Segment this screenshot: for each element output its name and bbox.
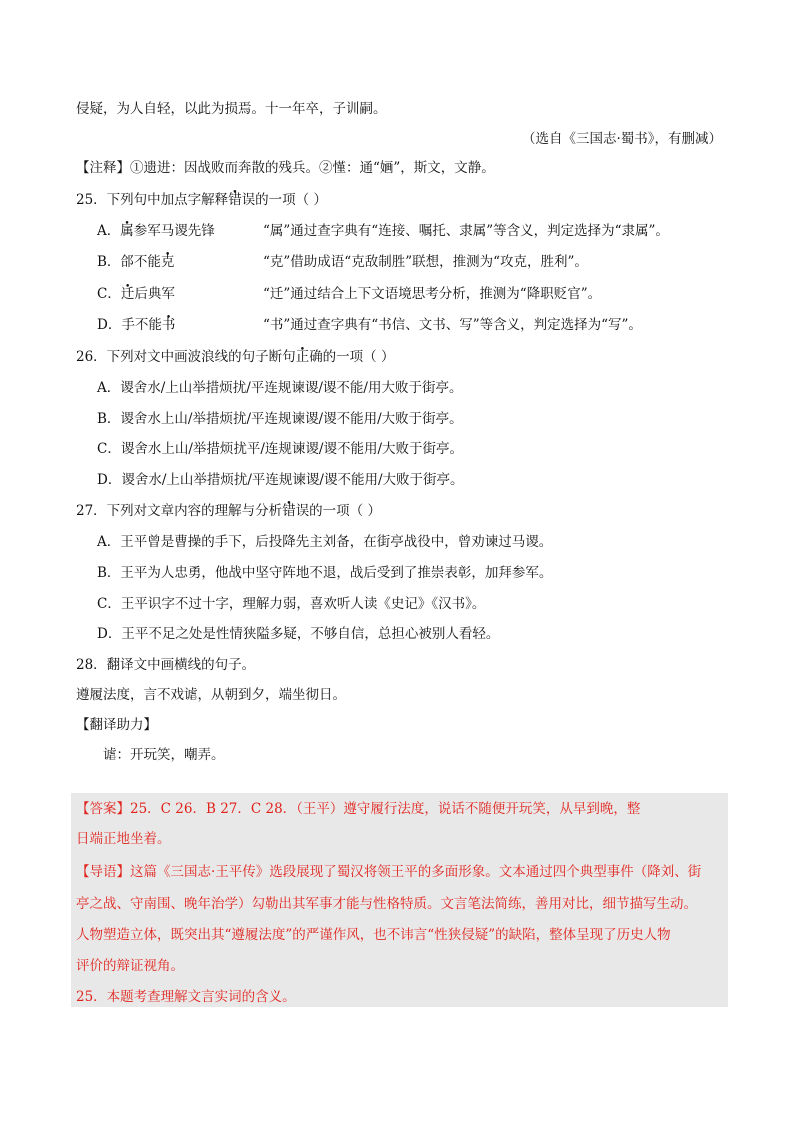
q28-stem: 28．翻译文中画横线的句子。 [76, 657, 256, 673]
guide-text: 这篇《三国志·王平传》选段展现了蜀汉将领王平的多面形象。文本通过四个典型事件（降刘、街 [130, 864, 702, 880]
option-emph-char: 属 [120, 223, 134, 239]
option-label: B． [97, 254, 121, 270]
option-label: C． [97, 286, 121, 302]
option-emph-char: 迁 [120, 286, 135, 302]
q28-help-text: 谑：开玩笑，嘲弄。 [103, 747, 225, 763]
q27-option-c: C．王平识字不过十字，理解力弱，喜欢听人读《史记》《汉书》。 [97, 596, 486, 612]
note [76, 158, 495, 178]
passage-line: 侵疑，为人自轻，以此为损焉。十一年卒，子训嗣。 [76, 101, 387, 117]
q26-option-a: A．谡舍水/上山举措烦扰/平连规谏谡/谡不能/用大败于街亭。 [97, 380, 463, 396]
q25-stem-text: 25．下列句中加点字解释 [76, 192, 229, 208]
q26-option-c: C．谡舍水上山/举措烦扰平/连规谏谡/谡不能用/大败于街亭。 [97, 441, 464, 457]
q25-stem-emph: 错 [228, 192, 242, 208]
option-description: “迁”通过结合上下文语境思考分析，推测为“降职贬官”。 [263, 286, 602, 302]
answer-text: 25．C 26．B 27．C 28．（王平）遵守履行法度，说话不随便开玩笑，从早到晚，整 [130, 801, 641, 817]
q25-analysis: 25．本题考查理解文言实词的含义。 [76, 989, 296, 1005]
answer-line-2: 日端正地坐着。 [76, 831, 171, 847]
guide-line-1 [76, 862, 701, 882]
q25-option-b [97, 252, 588, 272]
q27-option-b: B．王平为人忠勇，他战中坚守阵地不退，战后受到了推崇表彰，加拜参军。 [97, 565, 553, 581]
q27-stem-text: 27．下列对文章内容的理解与分析 [76, 503, 283, 519]
q27-option-a: A．王平曾是曹操的手下，后投降先主刘备，在街亭战役中，曾劝谏过马谡。 [97, 534, 553, 550]
option-emph-char: 书 [161, 317, 176, 333]
q26-stem-text-end: 确的一项（ ） [309, 349, 395, 365]
q25-stem [76, 190, 327, 210]
answer-tag: 【答案】 [76, 801, 130, 817]
q27-stem-emph: 错 [282, 503, 296, 519]
q26-option-d: D．谡舍水/上山举措烦扰/平连规谏谡/谡不能用/大败于街亭。 [97, 472, 464, 488]
guide-line-2: 亭之战、守南围、晚年治学）勾勒出其军事才能与性格特质。文言笔法简练，善用对比，细节描写生动。 [76, 896, 697, 912]
q26-stem-text: 26．下列对文中画波浪线的句子断句 [76, 349, 296, 365]
q28-sentence: 遵履法度，言不戏谑，从朝到夕，端坐彻日。 [76, 687, 346, 703]
guide-line-3: 人物塑造立体，既突出其“遵履法度”的严谨作风，也不讳言“性狭侵疑”的缺陷，整体呈现了历史人物 [76, 927, 671, 943]
q25-option-d [97, 315, 642, 335]
q26-stem-emph: 正 [295, 349, 310, 365]
source-citation: （选自《三国志·蜀书》，有删减） [521, 131, 722, 147]
option-phrase: 后典军 [134, 286, 175, 302]
q27-stem-text-end: 误的一项（ ） [295, 503, 381, 519]
answer-line-1 [76, 799, 640, 819]
option-emph-char: 克 [160, 254, 175, 270]
option-description: “克”借助成语“克敌制胜”联想，推测为“攻克，胜利”。 [263, 254, 588, 270]
guide-tag: 【导语】 [76, 864, 130, 880]
note-tag: 【注释】 [76, 160, 130, 176]
option-phrase: 手不能 [121, 317, 162, 333]
option-description: “属”通过查字典有“连接、嘱托、隶属”等含义，判定选择为“隶属”。 [263, 223, 669, 239]
option-description: “书”通过查字典有“书信、文书、写”等含义，判定选择为“写”。 [263, 317, 642, 333]
q25-stem-text-end: 误的一项（ ） [241, 192, 327, 208]
option-label: A． [97, 223, 121, 239]
q28-help-title: 【翻译助力】 [76, 717, 157, 733]
q25-option-a [97, 221, 669, 241]
option-label: D． [97, 317, 122, 333]
q27-option-d: D．王平不足之处是性情狭隘多疑，不够自信，总担心被别人看轻。 [97, 626, 500, 642]
q26-option-b: B．谡舍水上山/举措烦扰/平连规谏谡/谡不能用/大败于街亭。 [97, 411, 463, 427]
note-text: ①遗进：因战败而奔散的残兵。②慬：通“婳”，斯文，文静。 [130, 160, 495, 176]
q25-option-c [97, 284, 602, 304]
guide-line-4: 评价的辩证视角。 [76, 958, 184, 974]
q27-stem [76, 501, 381, 521]
option-phrase: 郃不能 [120, 254, 161, 270]
q26-stem [76, 347, 394, 367]
option-phrase: 参军马谡先锋 [133, 223, 215, 239]
